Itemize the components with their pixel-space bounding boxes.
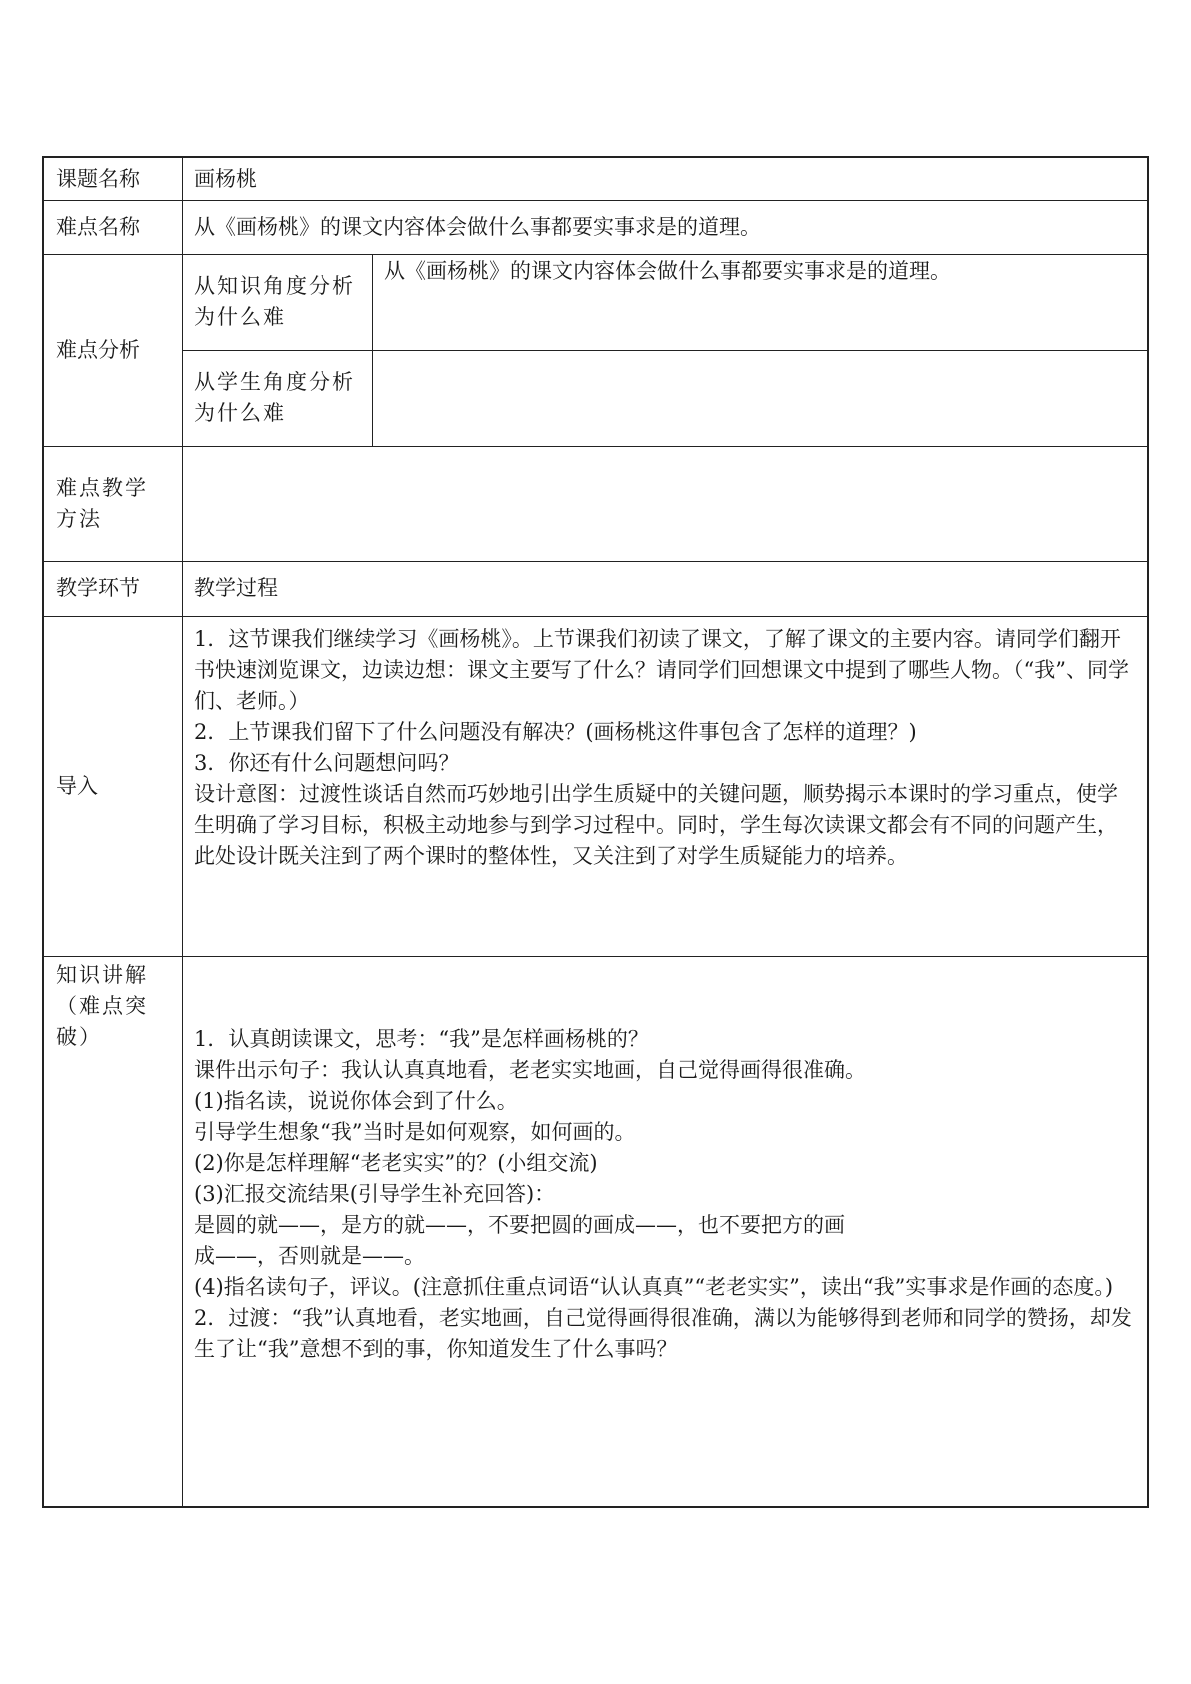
intro-line: 2．上节课我们留下了什么问题没有解决？(画杨桃这件事包含了怎样的道理？)	[194, 720, 917, 744]
row-divider	[44, 616, 1149, 617]
difficulty-label	[44, 200, 182, 254]
title-value	[182, 158, 1149, 200]
section-header-label-text: 教学环节	[56, 576, 140, 600]
intro-line: 1．这节课我们继续学习《画杨桃》。上节课我们初读了课文，了解了课文的主要内容。请同学们翻开书快速浏览课文，边读边想：课文主要写了什么？请同学们回想课文中提到了哪些人物。（“我”、同学们、老师。）	[194, 627, 1129, 713]
knowledge-line: 是圆的就——，是方的就——，不要把圆的画成——，也不要把方的画	[194, 1213, 845, 1237]
knowledge-label	[44, 960, 182, 1080]
student-angle-label-text: 从学生角度分析为什么难	[194, 370, 355, 425]
knowledge-line: 课件出示句子：我认认真真地看，老老实实地画，自己觉得画得很准确。	[194, 1058, 866, 1082]
knowledge-line: (1)指名读，说说你体会到了什么。	[194, 1089, 518, 1113]
knowledge-line: 1．认真朗读课文，思考：“我”是怎样画杨桃的？	[194, 1027, 649, 1051]
title-value-text: 画杨桃	[194, 166, 257, 191]
knowledge-line: (3)汇报交流结果(引导学生补充回答)：	[194, 1182, 556, 1206]
knowledge-label-text: 知识讲解（难点突破）	[56, 963, 148, 1049]
lesson-plan-table	[42, 156, 1149, 1508]
knowledge-line: (2)你是怎样理解“老老实实”的？(小组交流)	[194, 1151, 598, 1175]
section-header-value	[182, 561, 1149, 616]
knowledge-angle-value-text: 从《画杨桃》的课文内容体会做什么事都要实事求是的道理。	[384, 259, 951, 283]
difficulty-value-text: 从《画杨桃》的课文内容体会做什么事都要实事求是的道理。	[194, 214, 761, 239]
knowledge-line: (4)指名读句子，评议。(注意抓住重点词语“认认真真”“老老实实”，读出“我”实事求是作画的态度。)	[194, 1275, 1114, 1299]
section-header-value-text: 教学过程	[194, 576, 278, 600]
section-header-label	[44, 561, 182, 616]
method-label	[44, 446, 182, 561]
intro-label	[44, 616, 182, 956]
title-label	[44, 158, 182, 200]
knowledge-content	[182, 1024, 1149, 1508]
student-angle-label	[182, 350, 372, 446]
analysis-label	[44, 254, 182, 446]
difficulty-value	[182, 200, 1149, 254]
knowledge-angle-value	[372, 256, 1149, 350]
method-value	[182, 446, 1149, 561]
knowledge-line: 引导学生想象“我”当时是如何观察，如何画的。	[194, 1120, 636, 1144]
student-angle-value	[372, 350, 1149, 446]
intro-line: 3．你还有什么问题想问吗？	[194, 751, 460, 775]
intro-content	[182, 624, 1149, 954]
row-divider	[44, 956, 1149, 957]
knowledge-angle-label-text: 从知识角度分析为什么难	[194, 274, 355, 329]
knowledge-angle-label	[182, 254, 372, 350]
difficulty-label-text: 难点名称	[56, 214, 140, 239]
knowledge-line: 成——，否则就是——。	[194, 1244, 425, 1268]
title-label-text: 课题名称	[56, 166, 140, 191]
method-label-text: 难点教学方法	[56, 475, 148, 531]
analysis-label-text: 难点分析	[56, 337, 140, 362]
knowledge-line: 2．过渡：“我”认真地看，老实地画，自己觉得画得很准确，满以为能够得到老师和同学的赞扬，却发生了让“我”意想不到的事，你知道发生了什么事吗？	[194, 1306, 1132, 1361]
intro-line: 设计意图：过渡性谈话自然而巧妙地引出学生质疑中的关键问题，顺势揭示本课时的学习重点，使学生明确了学习目标，积极主动地参与到学习过程中。同时，学生每次读课文都会有不同的问题产生，此处设计既关注到了两个课时的整体性，又关注到了对学生质疑能力的培养。	[194, 782, 1118, 868]
intro-label-text: 导入	[56, 773, 98, 798]
